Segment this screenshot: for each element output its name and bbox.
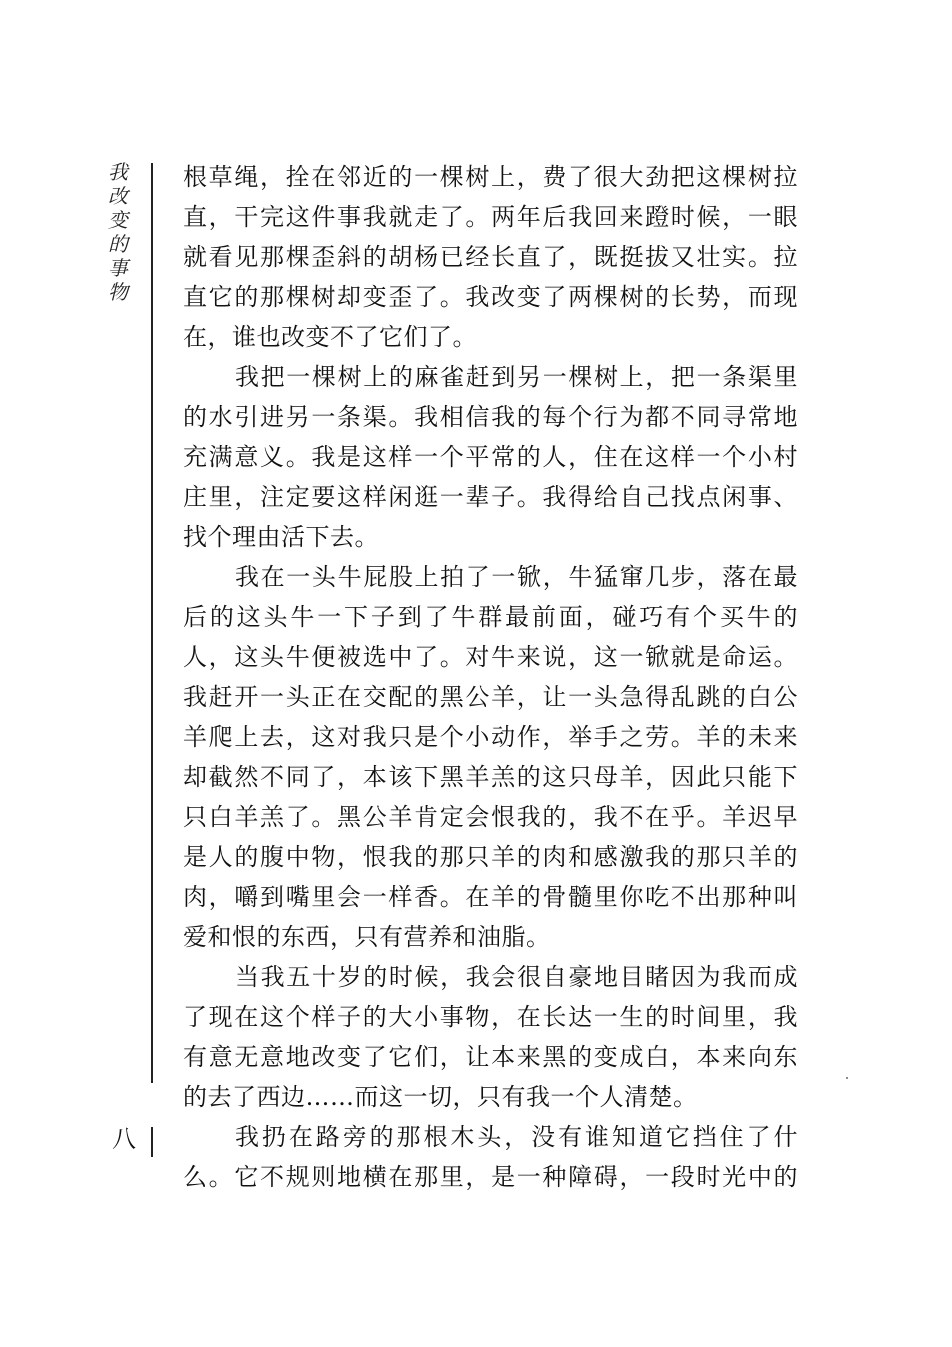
text-line: 就看见那棵歪斜的胡杨已经长直了，既挺拔又壮实。拉 bbox=[183, 243, 798, 271]
page-number: 八 bbox=[112, 1125, 136, 1153]
text-line: 么。它不规则地横在那里，是一种障碍，一段时光中的 bbox=[183, 1163, 798, 1191]
running-title-char: 变 bbox=[108, 208, 128, 232]
text-line: 庄里，注定要这样闲逛一辈子。我得给自己找点闲事、 bbox=[183, 483, 798, 511]
text-line: 根草绳，拴在邻近的一棵树上，费了很大劲把这棵树拉 bbox=[183, 163, 798, 191]
text-line: 爱和恨的东西，只有营养和油脂。 bbox=[183, 923, 551, 951]
running-title bbox=[106, 160, 130, 304]
margin-rule bbox=[151, 163, 153, 1083]
margin-rule-short bbox=[151, 1127, 153, 1157]
scan-speck bbox=[846, 1077, 848, 1079]
running-title-char: 我 bbox=[108, 160, 128, 184]
text-line: 的去了西边……而这一切，只有我一个人清楚。 bbox=[183, 1083, 698, 1111]
running-title-char: 的 bbox=[108, 232, 128, 256]
text-line: 的水引进另一条渠。我相信我的每个行为都不同寻常地 bbox=[183, 403, 798, 431]
text-line: 在，谁也改变不了它们了。 bbox=[183, 323, 477, 351]
paragraph-first-line: 当我五十岁的时候，我会很自豪地目睹因为我而成 bbox=[235, 963, 798, 991]
paragraph-first-line: 我在一头牛屁股上拍了一锨，牛猛窜几步，落在最 bbox=[235, 563, 798, 591]
running-title-char: 物 bbox=[108, 280, 128, 304]
paragraph-first-line: 我扔在路旁的那根木头，没有谁知道它挡住了什 bbox=[235, 1123, 798, 1151]
text-line: 直，干完这件事我就走了。两年后我回来蹬时候，一眼 bbox=[183, 203, 798, 231]
text-line: 充满意义。我是这样一个平常的人，住在这样一个小村 bbox=[183, 443, 798, 471]
text-line: 直它的那棵树却变歪了。我改变了两棵树的长势，而现 bbox=[183, 283, 798, 311]
text-line: 却截然不同了，本该下黑羊羔的这只母羊，因此只能下 bbox=[183, 763, 798, 791]
text-line: 找个理由活下去。 bbox=[183, 523, 379, 551]
running-title-char: 事 bbox=[108, 256, 128, 280]
text-line: 人，这头牛便被选中了。对牛来说，这一锨就是命运。 bbox=[183, 643, 798, 671]
text-line: 我赶开一头正在交配的黑公羊，让一头急得乱跳的白公 bbox=[183, 683, 798, 711]
text-line: 后的这头牛一下子到了牛群最前面，碰巧有个买牛的 bbox=[183, 603, 798, 631]
running-title-char: 改 bbox=[108, 184, 128, 208]
text-line: 只白羊羔了。黑公羊肯定会恨我的，我不在乎。羊迟早 bbox=[183, 803, 798, 831]
text-line: 羊爬上去，这对我只是个小动作，举手之劳。羊的未来 bbox=[183, 723, 798, 751]
body-text bbox=[183, 157, 798, 1197]
text-line: 了现在这个样子的大小事物，在长达一生的时间里，我 bbox=[183, 1003, 798, 1031]
paragraph-first-line: 我把一棵树上的麻雀赶到另一棵树上，把一条渠里 bbox=[235, 363, 798, 391]
text-line: 肉，嚼到嘴里会一样香。在羊的骨髓里你吃不出那种叫 bbox=[183, 883, 798, 911]
text-line: 有意无意地改变了它们，让本来黑的变成白，本来向东 bbox=[183, 1043, 798, 1071]
text-line: 是人的腹中物，恨我的那只羊的肉和感激我的那只羊的 bbox=[183, 843, 798, 871]
